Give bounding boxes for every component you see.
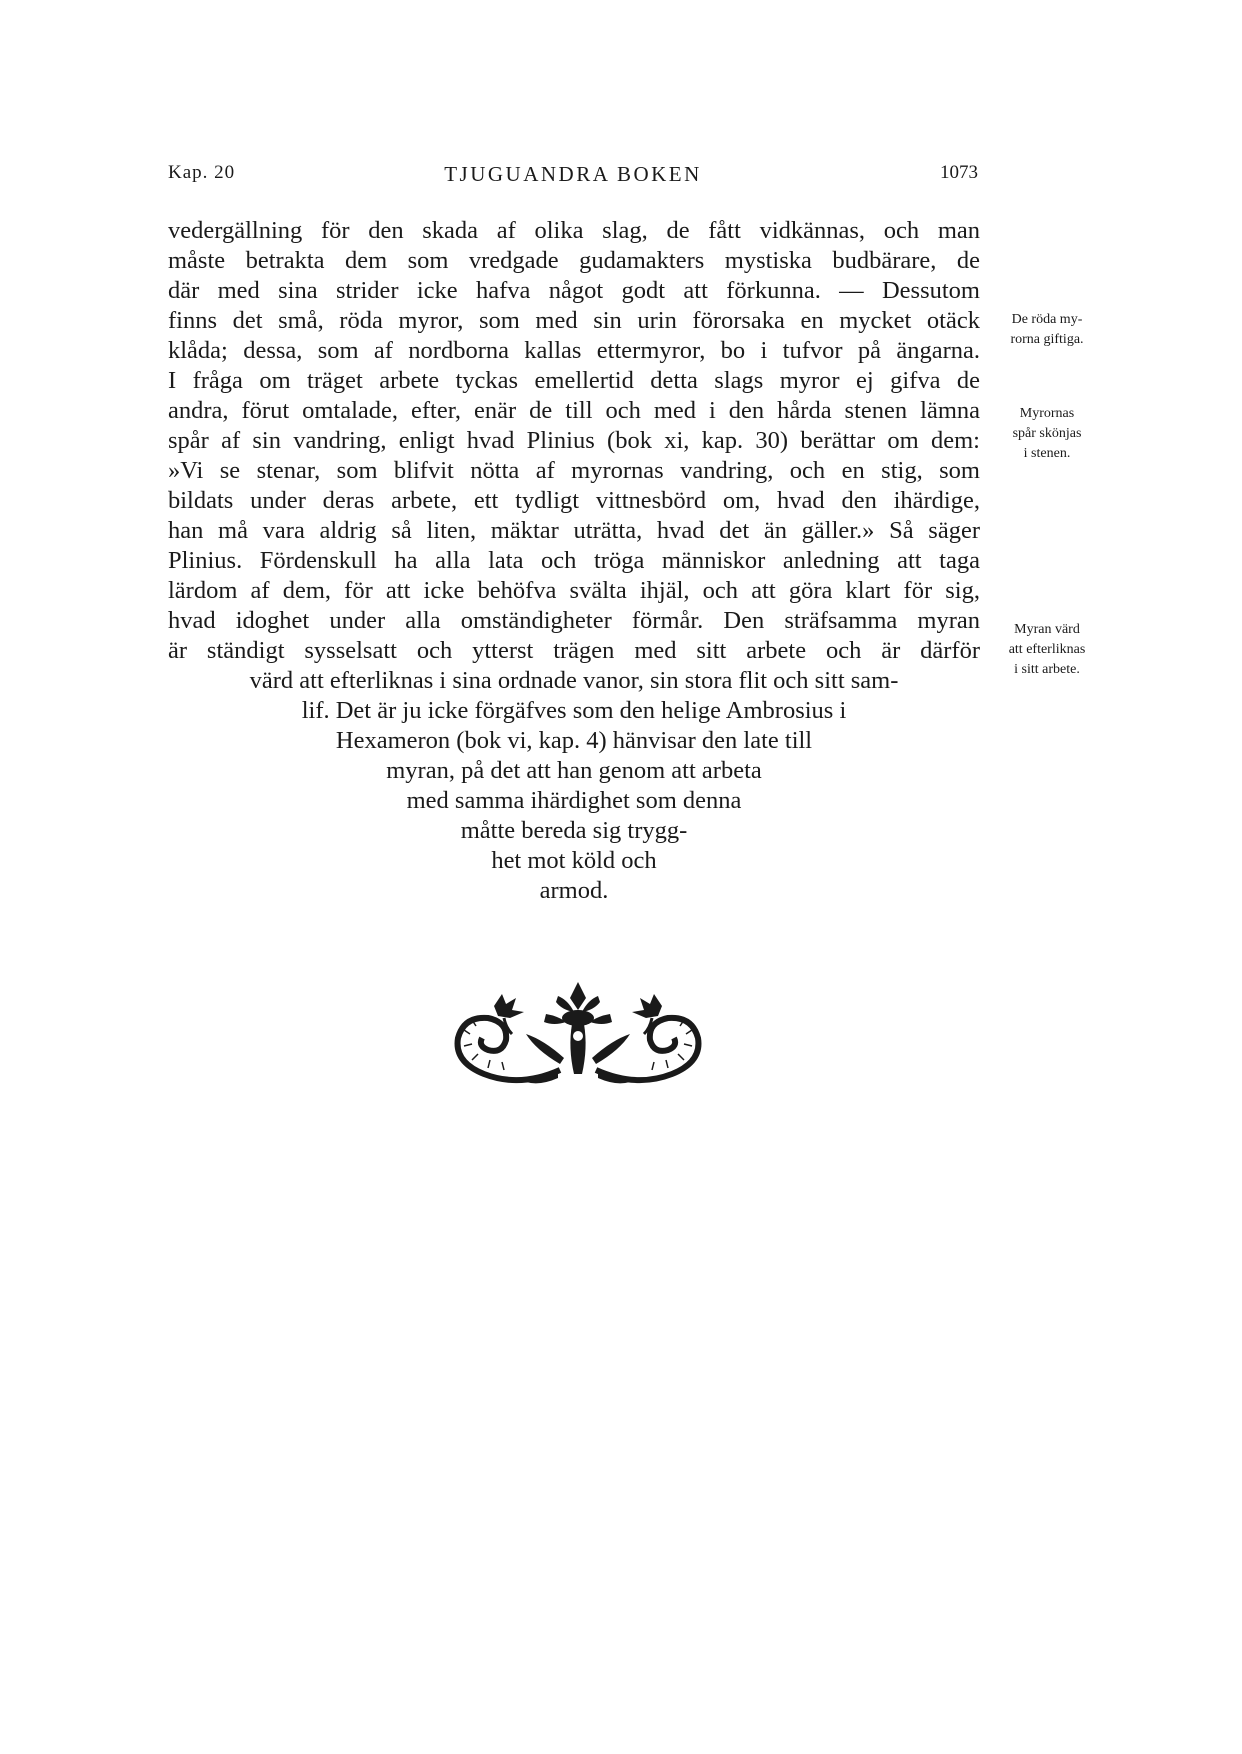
margin-note-red-ants: [992, 310, 1102, 350]
text-line: klåda; dessa, som af nordborna kallas ettermyror, bo i tufvor på ängarna.: [168, 337, 980, 364]
margin-note-line: De röda my-: [1011, 312, 1083, 327]
text-line: Plinius. Fördenskull ha alla lata och tröga människor anledning att taga: [168, 547, 980, 574]
margin-note-line: spår skönjas: [1012, 426, 1082, 441]
margin-note-line: Myrornas: [1019, 406, 1075, 421]
text-line: I fråga om träget arbete tyckas emellertid detta slags myror ej gifva de: [168, 367, 980, 394]
text-line: han må vara aldrig så liten, mäktar uträtta, hvad det än gäller.» Så säger: [168, 517, 980, 544]
margin-note-line: Myran värd: [1014, 622, 1080, 637]
running-title: TJUGUANDRA BOKEN: [444, 162, 702, 186]
text-line: andra, förut omtalade, efter, enär de till och med i den hårda stenen lämna: [168, 397, 980, 424]
text-line: vedergällning för den skada af olika slag, de fått vidkännas, och man: [168, 217, 980, 244]
text-line: lärdom af dem, för att icke behöfva svälta ihjäl, och att göra klart för sig,: [168, 577, 980, 604]
chapter-label: Kap. 20: [168, 162, 236, 183]
text-line: finns det små, röda myror, som med sin urin förorsaka en mycket otäck: [168, 307, 980, 334]
text-line: där med sina strider icke hafva något godt att förkunna. — Dessutom: [168, 277, 980, 304]
margin-note-line: att efterliknas: [1008, 642, 1086, 657]
text-line: hvad idoghet under alla omständigheter förmår. Den sträfsamma myran: [168, 607, 980, 634]
margin-note-ant-example: [992, 620, 1102, 680]
margin-note-line: i sitt arbete.: [1014, 662, 1080, 677]
taper-line: armod.: [539, 877, 609, 904]
scroll-ornament-icon: [440, 978, 716, 1090]
text-line: spår af sin vandring, enligt hvad Plinius (bok xi, kap. 30) berättar om dem:: [168, 427, 980, 454]
taper-line: myran, på det att han genom att arbeta: [386, 757, 762, 784]
text-line: är ständigt sysselsatt och ytterst trägen med sitt arbete och är därför: [168, 637, 980, 664]
margin-note-line: i stenen.: [1023, 446, 1071, 461]
taper-line: lif. Det är ju icke förgäfves som den helige Ambrosius i: [301, 697, 847, 724]
margin-note-ant-trails: [992, 404, 1102, 464]
taper-line: Hexameron (bok vi, kap. 4) hänvisar den late till: [335, 727, 813, 754]
text-line: bildats under deras arbete, ett tydligt vittnesbörd om, hvad den ihärdige,: [168, 487, 980, 514]
text-line: »Vi se stenar, som blifvit nötta af myrornas vandring, och en stig, som: [168, 457, 980, 484]
text-line: måste betrakta dem som vredgade gudamakters mystiska budbärare, de: [168, 247, 980, 274]
taper-line: måtte bereda sig trygg-: [460, 817, 688, 844]
page-number: 1073: [940, 162, 978, 183]
taper-line: med samma ihärdighet som denna: [406, 787, 742, 814]
page-header: [168, 162, 978, 194]
taper-line: het mot köld och: [491, 847, 657, 874]
margin-note-line: rorna giftiga.: [1010, 332, 1084, 347]
taper-line: värd att efterliknas i sina ordnade vanor, sin stora flit och sitt sam-: [249, 667, 899, 694]
